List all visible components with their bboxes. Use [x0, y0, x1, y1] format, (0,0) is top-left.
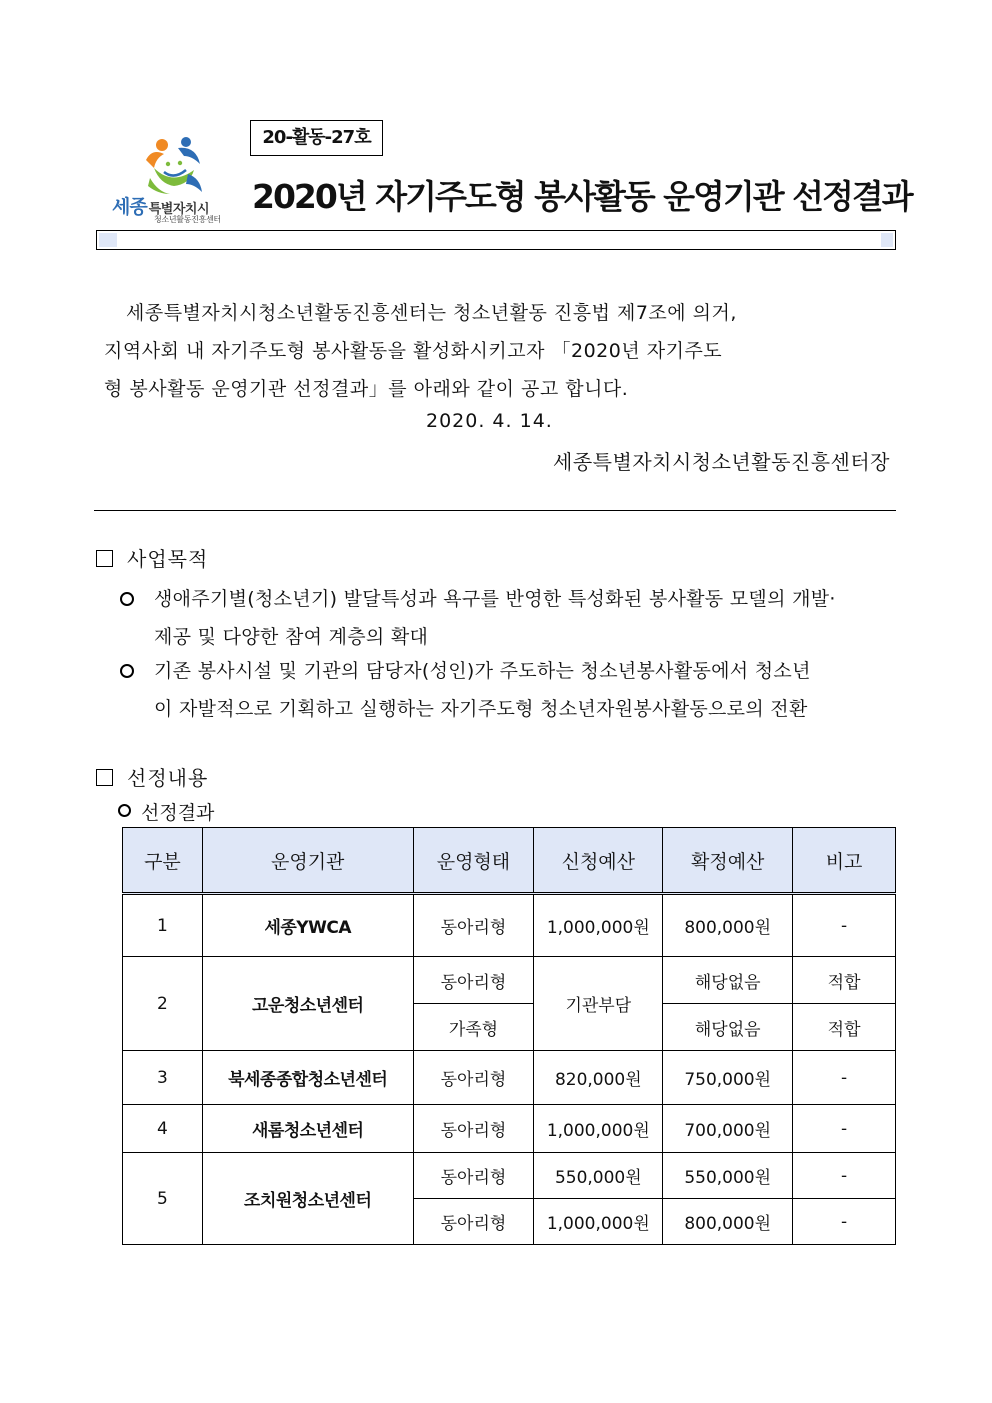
checkbox-square-icon	[96, 550, 113, 567]
cell-no: 4	[123, 1105, 203, 1153]
divider-cap-left	[99, 233, 117, 247]
cell-no: 5	[123, 1153, 203, 1245]
divider-cap-right	[881, 233, 893, 247]
cell-note: -	[793, 894, 896, 957]
cell-note: 적합	[793, 957, 896, 1004]
cell-applied: 820,000원	[534, 1051, 663, 1105]
cell-type: 동아리형	[413, 1105, 534, 1153]
bullet-line: 제공 및 다양한 참여 계층의 확대	[154, 626, 429, 648]
table-row	[123, 957, 896, 1004]
column-header: 신청예산	[534, 828, 663, 894]
cell-type: 동아리형	[413, 1153, 534, 1199]
announcement-paragraph	[104, 294, 890, 408]
table-row	[123, 1051, 896, 1105]
cell-confirmed: 해당없음	[663, 1004, 793, 1051]
section-heading-selection	[96, 762, 208, 791]
table-row	[123, 894, 896, 957]
cell-confirmed: 700,000원	[663, 1105, 793, 1153]
cell-org: 새롬청소년센터	[202, 1105, 413, 1153]
column-header: 비고	[793, 828, 896, 894]
column-header: 운영기관	[202, 828, 413, 894]
cell-confirmed: 해당없음	[663, 957, 793, 1004]
cell-type: 가족형	[413, 1004, 534, 1051]
cell-confirmed: 550,000원	[663, 1153, 793, 1199]
document-number: 20-활동-27호	[250, 120, 383, 156]
cell-note: -	[793, 1105, 896, 1153]
org-logo	[112, 134, 234, 226]
logo-name-sub: 특별자치시	[148, 202, 210, 217]
cell-applied: 550,000원	[534, 1153, 663, 1199]
bullet-line: 기존 봉사시설 및 기관의 담당자(성인)가 주도하는 청소년봉사활동에서 청소년	[154, 660, 811, 682]
cell-applied: 기관부담	[534, 957, 663, 1051]
cell-org: 북세종종합청소년센터	[202, 1051, 413, 1105]
purpose-bullet-item	[120, 652, 896, 728]
cell-no: 2	[123, 957, 203, 1051]
cell-org: 고운청소년센터	[202, 957, 413, 1051]
cell-confirmed: 800,000원	[663, 1199, 793, 1245]
cell-applied: 1,000,000원	[534, 894, 663, 957]
logo-name-main: 세종	[112, 196, 147, 218]
bullet-line: 이 자발적으로 기획하고 실행하는 자기주도형 청소년자원봉사활동으로의 전환	[154, 698, 808, 720]
column-header: 구분	[123, 828, 203, 894]
checkbox-square-icon	[96, 769, 113, 786]
cell-org: 세종YWCA	[202, 894, 413, 957]
hollow-circle-bullet-icon	[118, 804, 131, 817]
section-heading-text: 사업목적	[127, 547, 209, 571]
intro-line: 지역사회 내 자기주도형 봉사활동을 활성화시키고자 「2020년 자기주도	[104, 340, 723, 362]
bullet-line: 생애주기별(청소년기) 발달특성과 욕구를 반영한 특성화된 봉사활동 모델의 개발·	[154, 588, 836, 610]
selection-results-table	[122, 827, 896, 1245]
cell-org: 조치원청소년센터	[202, 1153, 413, 1245]
cell-note: -	[793, 1153, 896, 1199]
announcement-signer: 세종특별자치시청소년활동진흥센터장	[553, 450, 890, 474]
column-header: 운영형태	[413, 828, 534, 894]
section-heading-purpose	[96, 543, 208, 572]
logo-org-name: 청소년활동진흥센터	[154, 215, 221, 224]
cell-no: 1	[123, 894, 203, 957]
title-divider-bar	[96, 230, 896, 250]
column-header: 확정예산	[663, 828, 793, 894]
cell-note: -	[793, 1199, 896, 1245]
sub-heading-results	[118, 798, 214, 825]
purpose-bullet-item	[120, 580, 896, 656]
cell-confirmed: 750,000원	[663, 1051, 793, 1105]
cell-note: -	[793, 1051, 896, 1105]
cell-note: 적합	[793, 1004, 896, 1051]
cell-applied: 1,000,000원	[534, 1199, 663, 1245]
intro-line: 형 봉사활동 운영기관 선정결과」를 아래와 같이 공고 합니다.	[104, 378, 629, 400]
hollow-circle-bullet-icon	[120, 592, 134, 606]
cell-confirmed: 800,000원	[663, 894, 793, 957]
hollow-circle-bullet-icon	[120, 664, 134, 678]
section-divider	[94, 510, 896, 511]
smiling-figure-logo-icon	[140, 134, 206, 198]
cell-type: 동아리형	[413, 957, 534, 1004]
cell-type: 동아리형	[413, 1199, 534, 1245]
cell-no: 3	[123, 1051, 203, 1105]
cell-type: 동아리형	[413, 1051, 534, 1105]
section-heading-text: 선정내용	[127, 766, 209, 790]
table-row	[123, 1105, 896, 1153]
table-row	[123, 1153, 896, 1199]
sub-heading-text: 선정결과	[141, 802, 215, 824]
announcement-date: 2020. 4. 14.	[426, 410, 553, 432]
cell-applied: 1,000,000원	[534, 1105, 663, 1153]
cell-type: 동아리형	[413, 894, 534, 957]
document-title: 2020년 자기주도형 봉사활동 운영기관 선정결과	[252, 177, 912, 216]
intro-line: 세종특별자치시청소년활동진흥센터는 청소년활동 진흥법 제7조에 의거,	[126, 302, 737, 324]
table-header-row	[123, 828, 896, 894]
